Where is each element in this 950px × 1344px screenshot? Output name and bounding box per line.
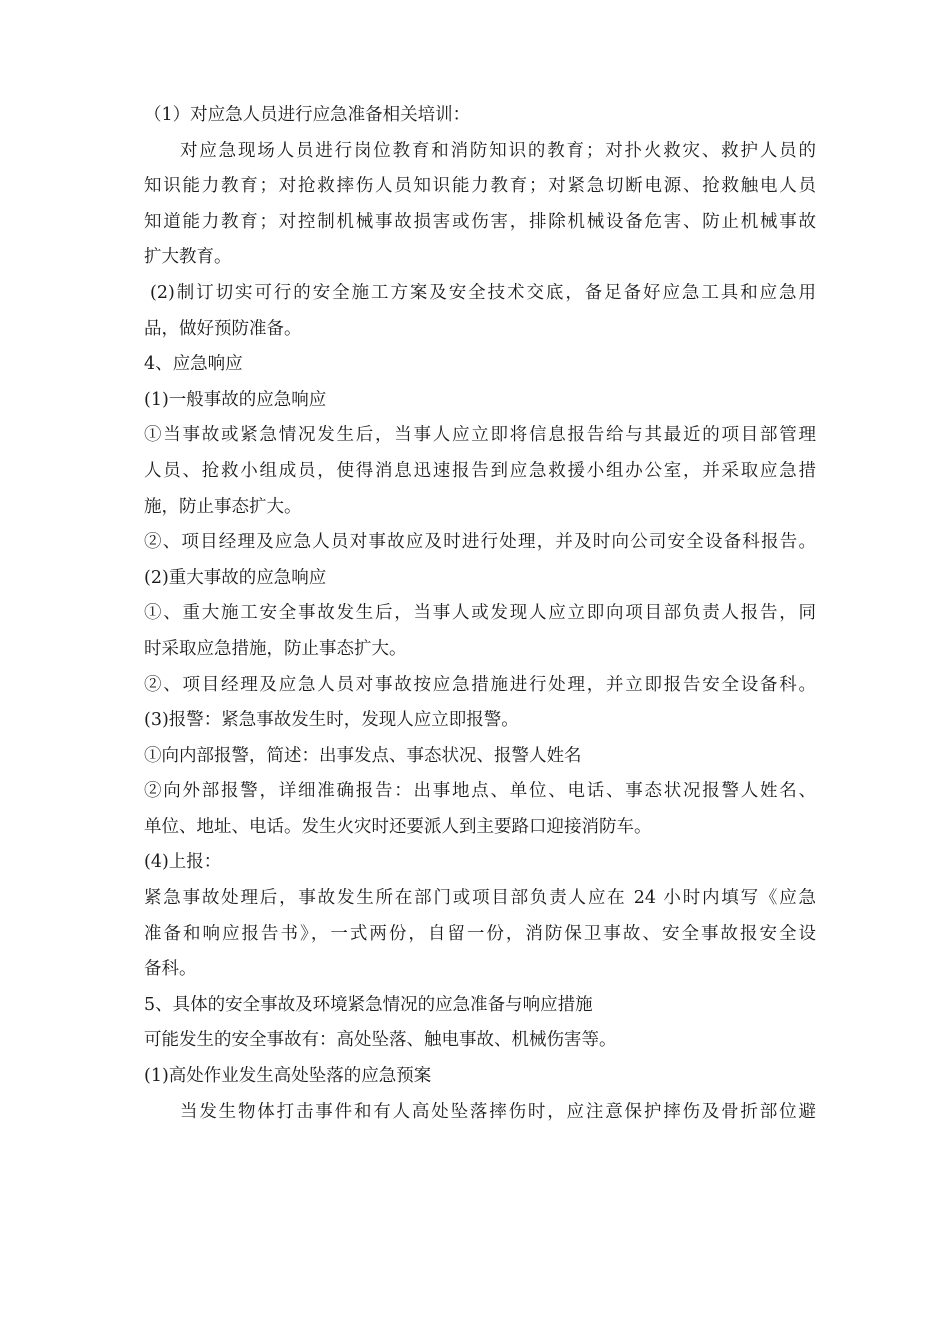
paragraph-line: 备科。 <box>144 959 197 980</box>
paragraph-line: 当发生物体打击事件和有人高处坠落摔伤时，应注意保护摔伤及骨折部位避 <box>180 1101 816 1122</box>
paragraph-line: 时采取应急措施，防止事态扩大。 <box>144 638 407 659</box>
paragraph-line: 品，做好预防准备。 <box>144 318 302 339</box>
section-heading: 5、具体的安全事故及环境紧急情况的应急准备与响应措施 <box>144 994 593 1015</box>
paragraph-line: 扩大教育。 <box>144 247 232 268</box>
subsection-heading: (1)一般事故的应急响应 <box>144 389 327 410</box>
subsection-heading: (1)高处作业发生高处坠落的应急预案 <box>144 1066 432 1087</box>
paragraph-line: 单位、地址、电话。发生火灾时还要派人到主要路口迎接消防车。 <box>144 816 652 837</box>
paragraph-line: （1）对应急人员进行应急准备相关培训： <box>144 105 471 125</box>
paragraph-line: 知道能力教育；对控制机械事故损害或伤害，排除机械设备危害、防止机械事故 <box>144 211 816 232</box>
document-page <box>144 98 816 1130</box>
subsection-heading: (2)重大事故的应急响应 <box>144 567 327 588</box>
paragraph-line: ①向内部报警，简述：出事发点、事态状况、报警人姓名 <box>144 745 582 766</box>
paragraph-line: ②、项目经理及应急人员对事故按应急措施进行处理，并立即报告安全设备科。 <box>144 674 816 695</box>
paragraph-line: 准备和响应报告书》，一式两份，自留一份，消防保卫事故、安全事故报安全设 <box>144 923 816 944</box>
paragraph-line: 施，防止事态扩大。 <box>144 496 302 517</box>
paragraph-line: ①、重大施工安全事故发生后，当事人或发现人应立即向项目部负责人报告，同 <box>144 603 816 624</box>
paragraph-line: 知识能力教育；对抢救摔伤人员知识能力教育；对紧急切断电源、抢救触电人员 <box>144 176 816 197</box>
paragraph-line: ②、项目经理及应急人员对事故应及时进行处理，并及时向公司安全设备科报告。 <box>144 532 816 553</box>
paragraph-line: 人员、抢救小组成员，使得消息迅速报告到应急救援小组办公室，并采取应急措 <box>144 460 816 481</box>
paragraph-line: 紧急事故处理后，事故发生所在部门或项目部负责人应在 24 小时内填写《应急 <box>144 888 816 909</box>
paragraph-line: ②向外部报警，详细准确报告：出事地点、单位、电话、事态状况报警人姓名、 <box>144 781 816 802</box>
paragraph-line: 可能发生的安全事故有：高处坠落、触电事故、机械伤害等。 <box>144 1030 617 1051</box>
subsection-heading: (3)报警：紧急事故发生时，发现人应立即报警。 <box>144 710 519 731</box>
paragraph-line: ①当事故或紧急情况发生后，当事人应立即将信息报告给与其最近的项目部管理 <box>144 425 816 446</box>
subsection-heading: (4)上报： <box>144 852 222 873</box>
paragraph-line: (2)制订切实可行的安全施工方案及安全技术交底，备足备好应急工具和应急用 <box>150 282 816 303</box>
paragraph-line: 对应急现场人员进行岗位教育和消防知识的教育；对扑火救灾、救护人员的 <box>180 140 816 161</box>
section-heading: 4、应急响应 <box>144 354 243 375</box>
